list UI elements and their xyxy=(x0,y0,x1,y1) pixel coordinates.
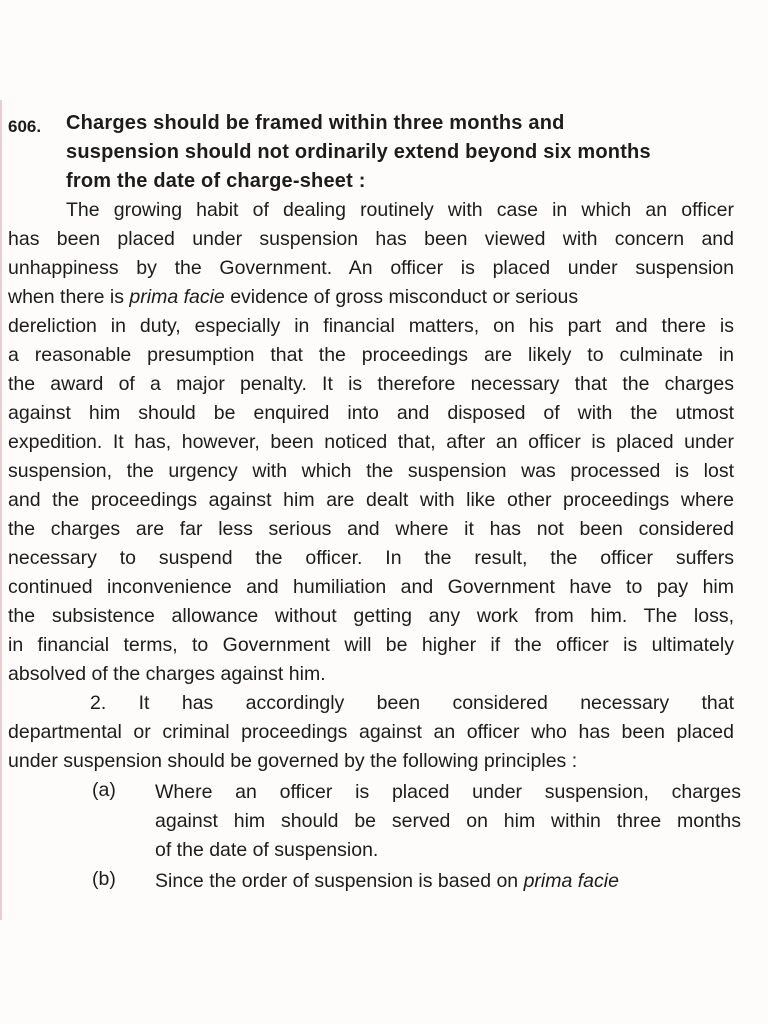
item-a-label: (a) xyxy=(92,779,116,801)
para1-line-14: continued inconvenience and humiliation and Government have to pay him xyxy=(8,576,734,598)
item-a-line-3: of the date of suspension. xyxy=(155,839,379,861)
para2-line-2: departmental or criminal proceedings against an officer who has been placed xyxy=(8,721,734,743)
item-b-label: (b) xyxy=(92,868,116,890)
para1-line-11: and the proceedings against him are dealt with like other proceedings where xyxy=(8,489,734,511)
para1-line-5: dereliction in duty, especially in financial matters, on his part and there is xyxy=(8,315,734,337)
para1-line-9: expedition. It has, however, been noticed that, after an officer is placed under xyxy=(8,431,734,453)
para2-line-3: under suspension should be governed by the following principles : xyxy=(8,750,578,772)
item-b-line-1 xyxy=(155,869,741,893)
section-heading-line-3: from the date of charge-sheet : xyxy=(66,170,366,192)
para1-line-1: The growing habit of dealing routinely with case in which an officer xyxy=(66,199,734,221)
para1-line-16: in financial terms, to Government will be higher if the officer is ultimately xyxy=(8,634,734,656)
para1-line-12: the charges are far less serious and where it has not been considered xyxy=(8,518,734,540)
para1-line-10: suspension, the urgency with which the suspension was processed is lost xyxy=(8,460,734,482)
para2-line-1: 2. It has accordingly been considered necessary that xyxy=(90,692,734,714)
para1-line-7: the award of a major penalty. It is therefore necessary that the charges xyxy=(8,373,734,395)
section-heading-line-1: Charges should be framed within three months and xyxy=(66,112,565,134)
item-b-italic: prima facie xyxy=(523,870,619,892)
para1-line-3: unhappiness by the Government. An officer is placed under suspension xyxy=(8,257,734,279)
para1-line-15: the subsistence allowance without getting any work from him. The loss, xyxy=(8,605,734,627)
para1-line-17: absolved of the charges against him. xyxy=(8,663,326,685)
section-number: 606. xyxy=(8,117,42,136)
para1-line-4-before: when there is xyxy=(8,286,130,308)
section-heading-line-2: suspension should not ordinarily extend beyond six months xyxy=(66,141,651,163)
para1-line-4-italic: prima facie xyxy=(129,286,225,308)
para1-line-2: has been placed under suspension has been viewed with concern and xyxy=(8,228,734,250)
para1-line-6: a reasonable presumption that the proceedings are likely to culminate in xyxy=(8,344,734,366)
item-b-before: Since the order of suspension is based on xyxy=(155,870,524,892)
item-a-line-2: against him should be served on him within three months xyxy=(155,810,741,832)
para1-line-8: against him should be enquired into and disposed of with the utmost xyxy=(8,402,734,424)
para1-line-13: necessary to suspend the officer. In the result, the officer suffers xyxy=(8,547,734,569)
para1-line-4-after: evidence of gross misconduct or serious xyxy=(224,286,579,308)
item-a-line-1: Where an officer is placed under suspension, charges xyxy=(155,781,741,803)
para1-line-4 xyxy=(8,285,734,309)
